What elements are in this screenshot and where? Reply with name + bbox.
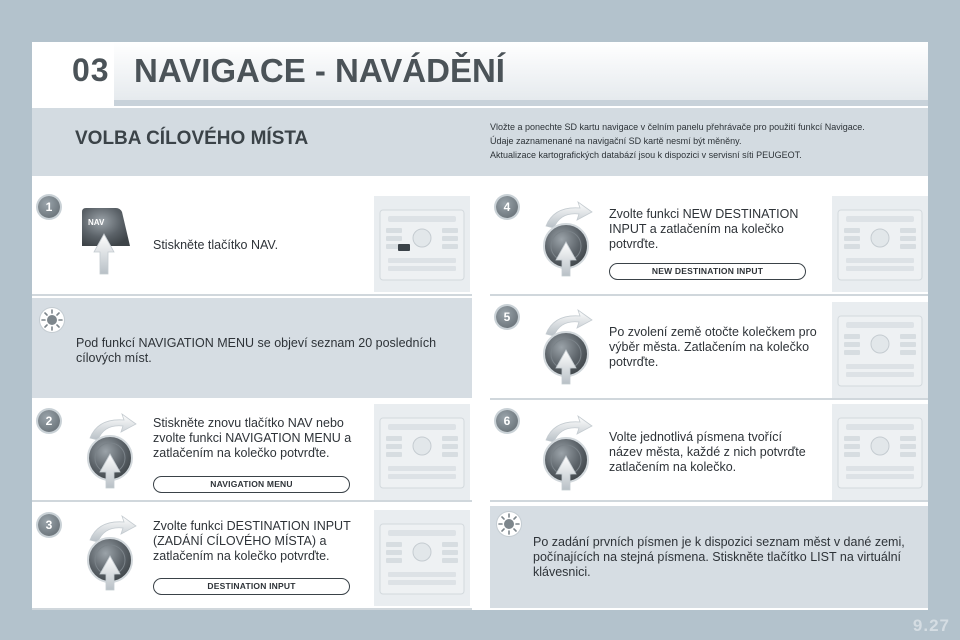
radio-illustration-2 bbox=[374, 404, 470, 500]
page-title: NAVIGACE - NAVÁDĚNÍ bbox=[134, 52, 505, 89]
step-2-knob-icon bbox=[80, 410, 140, 495]
step-4-knob-icon bbox=[536, 198, 596, 283]
step-4-badge: 4 bbox=[496, 196, 518, 218]
radio-illustration-6 bbox=[832, 404, 928, 500]
tip-1-bulb-icon bbox=[40, 308, 64, 332]
nav-button-label: NAV bbox=[88, 218, 105, 227]
tip-2-bulb-icon bbox=[497, 512, 521, 536]
step-4-text: Zvolte funkci NEW DESTINATION INPUT a zatlačením na kolečko potvrďte. bbox=[609, 207, 799, 251]
page-number: 9.27 bbox=[912, 616, 950, 635]
step-2-badge: 2 bbox=[38, 410, 60, 432]
intro-line: Údaje zaznamenané na navigační SD kartě nesmí být měněny. bbox=[490, 136, 742, 146]
step-4-menu-pill: NEW DESTINATION INPUT bbox=[609, 263, 806, 280]
intro-line: Aktualizace kartografických databází jsou k dispozici v servisní síti PEUGEOT. bbox=[490, 150, 802, 160]
tip-2-text: Po zadání prvních písmen je k dispozici seznam měst v dané zemi, počínajících na stejná písmena. Stiskněte tlačítko LIST na virtuální klávesnici. bbox=[533, 535, 905, 579]
step-3-badge: 3 bbox=[38, 514, 60, 536]
step-6-badge: 6 bbox=[496, 410, 518, 432]
step-5-badge: 5 bbox=[496, 306, 518, 328]
step-2-text: Stiskněte znovu tlačítko NAV nebo zvolte funkci NAVIGATION MENU a zatlačením na kolečko potvrďte. bbox=[153, 416, 352, 460]
step-3-text: Zvolte funkci DESTINATION INPUT (ZADÁNÍ CÍLOVÉHO MÍSTA) a zatlačením na kolečko potvrďte. bbox=[153, 519, 351, 563]
nav-button-illustration bbox=[76, 206, 132, 276]
radio-illustration-4 bbox=[832, 196, 928, 292]
step-1-badge: 1 bbox=[38, 196, 60, 218]
step-5-knob-icon bbox=[536, 306, 596, 391]
header-divider bbox=[32, 100, 928, 106]
step-2-menu-pill: NAVIGATION MENU bbox=[153, 476, 350, 493]
step-6-knob-icon bbox=[536, 412, 596, 497]
step-5-text: Po zvolení země otočte kolečkem pro výběr města. Zatlačením na kolečko potvrďte. bbox=[609, 325, 817, 369]
step-1-text: Stiskněte tlačítko NAV. bbox=[153, 238, 279, 252]
step-3-knob-icon bbox=[80, 512, 140, 597]
radio-illustration-1 bbox=[374, 196, 470, 292]
step-6-text: Volte jednotlivá písmena tvořící název města, každé z nich potvrďte zatlačením na kolečko. bbox=[609, 430, 806, 474]
section-title: VOLBA CÍLOVÉHO MÍSTA bbox=[75, 128, 309, 149]
tip-1-text: Pod funkcí NAVIGATION MENU se objeví seznam 20 posledních cílových míst. bbox=[76, 336, 437, 365]
chapter-number: 03 bbox=[72, 52, 110, 88]
radio-illustration-5 bbox=[832, 302, 928, 398]
step-3-menu-pill: DESTINATION INPUT bbox=[153, 578, 350, 595]
section-intro bbox=[490, 120, 910, 162]
radio-illustration-3 bbox=[374, 510, 470, 606]
intro-line: Vložte a ponechte SD kartu navigace v čelním panelu přehrávače pro použití funkcí Navigace. bbox=[490, 122, 865, 132]
